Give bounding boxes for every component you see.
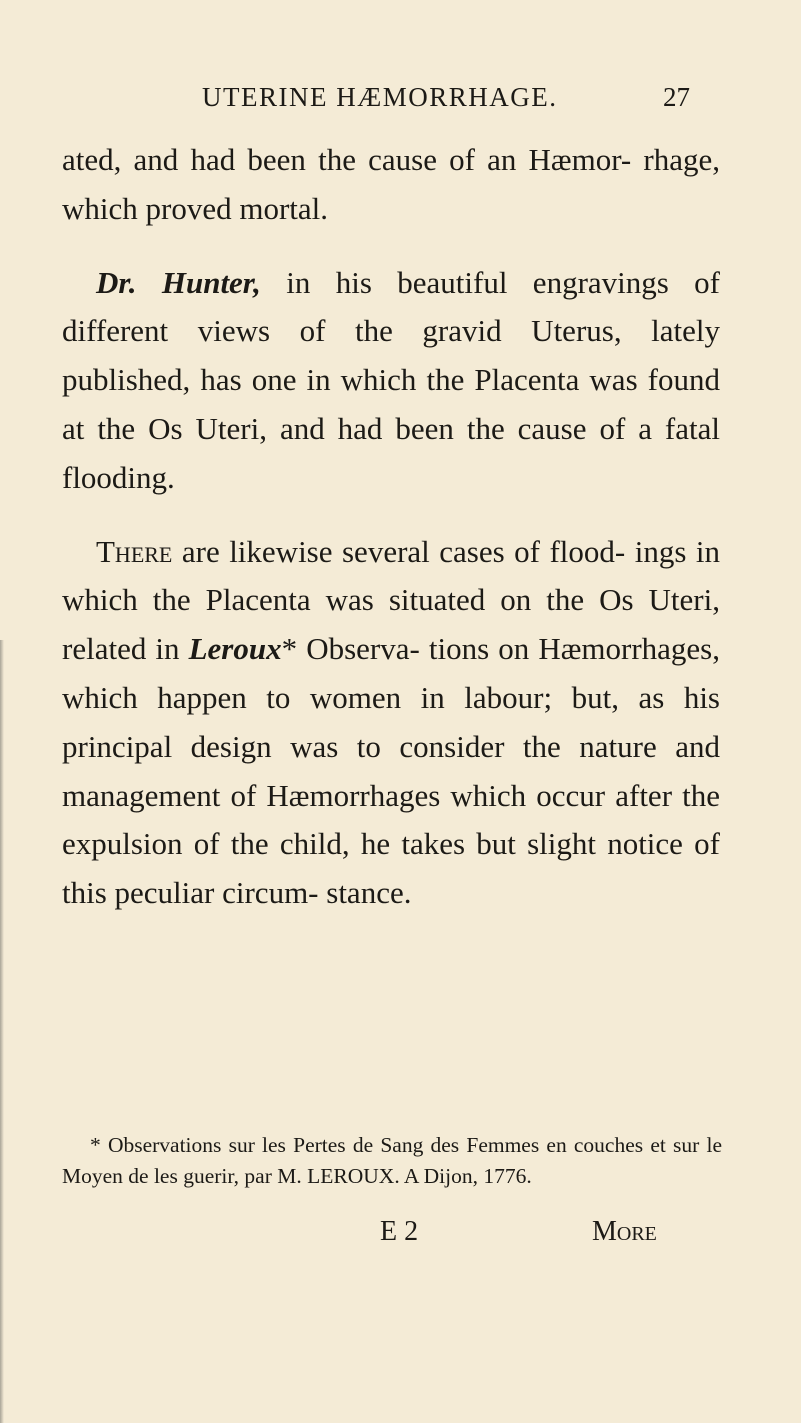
catchword: More: [592, 1216, 657, 1247]
page-header: [0, 82, 801, 132]
paragraph-2: [62, 259, 720, 503]
body-text: [62, 136, 720, 918]
footnote-mark: *: [90, 1133, 101, 1157]
author-name-hunter: Dr. Hunter,: [96, 264, 261, 300]
paragraph-3-text-b: Observa- tions on Hæmorrhages, which happen to women in labour; but, as his principal design was to consider the nature and management of Hæmorrhages which occur after the expulsion of the child, he takes but slight notice of this peculiar circum- stance.: [62, 631, 720, 911]
page-edge-shadow: [0, 640, 4, 1423]
paragraph-2-text: in his beautiful engravings of different views of the gravid Uterus, lately published, has one in which the Placenta was found at the Os Uteri, and had been the cause of a fatal flooding.: [62, 264, 721, 495]
paragraph-1-text: ated, and had been the cause of an Hæmor- rhage, which proved mortal.: [62, 142, 720, 226]
author-name-leroux: Leroux: [188, 631, 282, 667]
paragraph-3-lead: There: [96, 533, 173, 569]
paragraph-3: [62, 528, 720, 918]
footnote-text: Observations sur les Pertes de Sang des Femmes en couches et sur le Moyen de les guerir, par M. LEROUX. A Dijon, 1776.: [62, 1133, 722, 1188]
signature-mark: E 2: [380, 1216, 419, 1247]
footnote-reference: *: [281, 631, 298, 667]
footnote: [62, 1130, 722, 1192]
running-title: UTERINE HÆMORRHAGE.: [202, 82, 558, 112]
paragraph-3-text-a: are likewise several cases of flood- ings in which the Placenta was situated on the Os Uteri, related in: [62, 533, 720, 667]
page-number: 27: [663, 82, 690, 112]
paragraph-1: [62, 136, 720, 234]
